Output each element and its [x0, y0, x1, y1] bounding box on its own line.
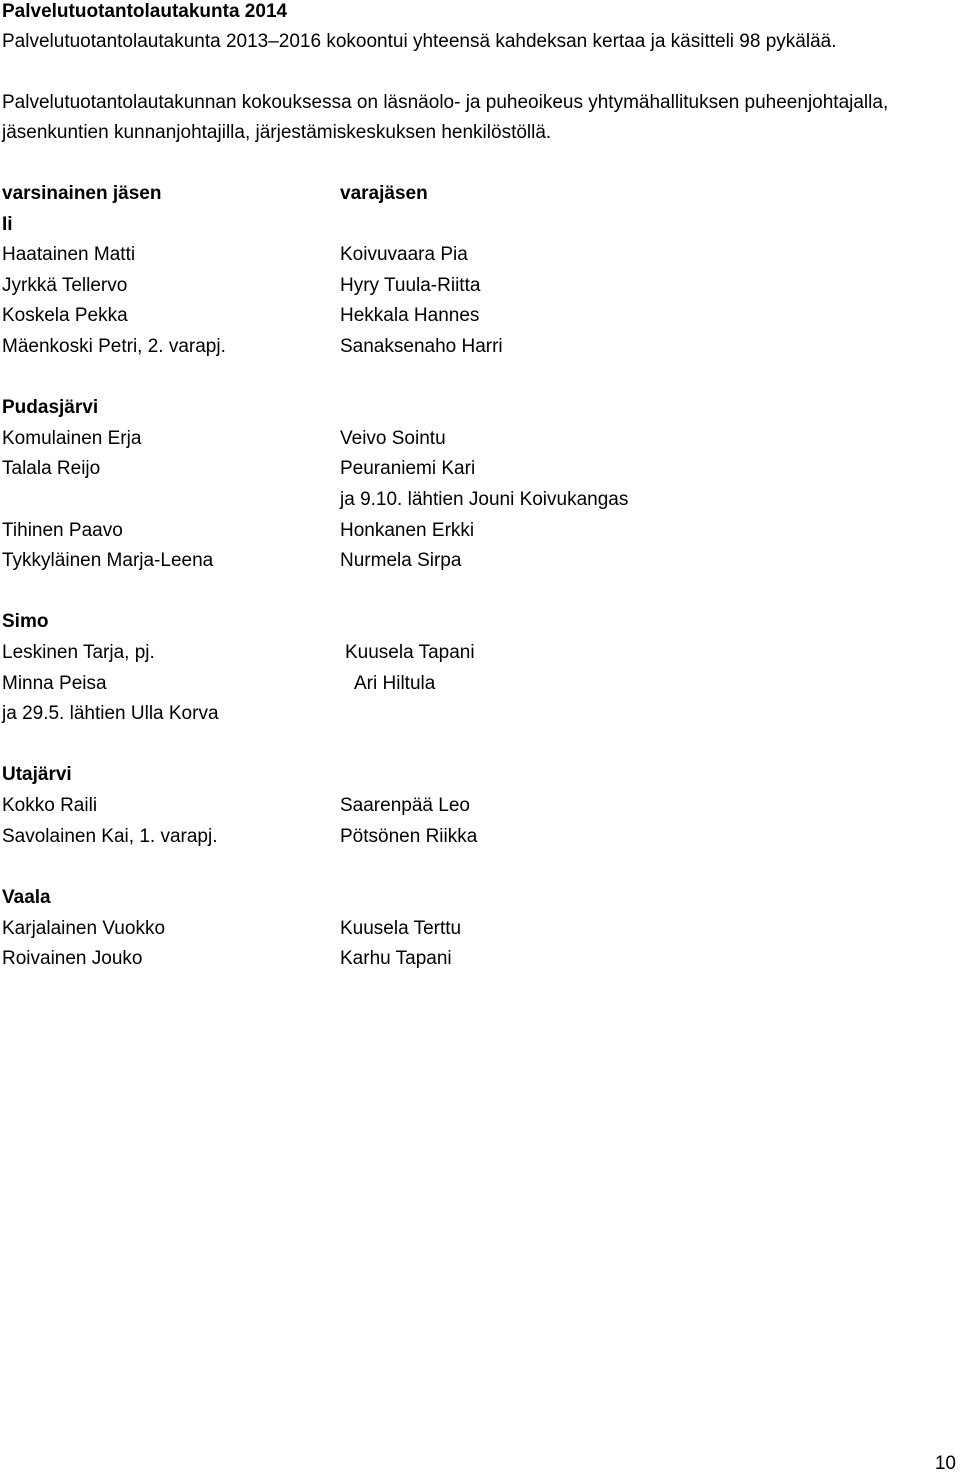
member-name: Tykkyläinen Marja-Leena	[2, 550, 214, 571]
deputy-name: Pötsönen Riikka	[340, 826, 478, 847]
deputy-name: Koivuvaara Pia	[340, 244, 468, 265]
member-name: Leskinen Tarja, pj.	[2, 642, 155, 663]
deputy-name: Hyry Tuula-Riitta	[340, 275, 481, 296]
member-name: Savolainen Kai, 1. varapj.	[2, 826, 218, 847]
deputy-name: Honkanen Erkki	[340, 520, 475, 541]
column-header-left: varsinainen jäsen	[2, 183, 162, 204]
member-name: ja 29.5. lähtien Ulla Korva	[2, 703, 219, 724]
intro-line-3: jäsenkuntien kunnanjohtajilla, järjestämiskeskuksen henkilöstöllä.	[2, 122, 552, 143]
intro-line-1: Palvelutuotantolautakunta 2013–2016 kokoontui yhteensä kahdeksan kertaa ja käsitteli 98 pykälää.	[2, 31, 837, 52]
member-name: Mäenkoski Petri, 2. varapj.	[2, 336, 226, 357]
deputy-name: Peuraniemi Kari	[340, 458, 476, 479]
intro-line-2: Palvelutuotantolautakunnan kokouksessa on läsnäolo- ja puheoikeus yhtymähallituksen puheenjohtajalla,	[2, 92, 889, 113]
member-name: Roivainen Jouko	[2, 948, 143, 969]
deputy-name: Kuusela Tapani	[345, 642, 475, 663]
page-number: 10	[934, 1453, 956, 1474]
member-name: Koskela Pekka	[2, 305, 128, 326]
member-name: Tihinen Paavo	[2, 520, 123, 541]
page-heading: Palvelutuotantolautakunta 2014	[2, 1, 288, 22]
deputy-name: Ari Hiltula	[354, 673, 436, 694]
deputy-name: Karhu Tapani	[340, 948, 452, 969]
section-title-ii: Ii	[2, 214, 13, 235]
deputy-name: Nurmela Sirpa	[340, 550, 462, 571]
member-name: Kokko Raili	[2, 795, 98, 816]
section-title-vaala: Vaala	[2, 887, 51, 908]
section-title-utajarvi: Utajärvi	[2, 764, 72, 785]
deputy-name: Sanaksenaho Harri	[340, 336, 503, 357]
deputy-name: Veivo Sointu	[340, 428, 446, 449]
member-name: Haatainen Matti	[2, 244, 136, 265]
member-name: Komulainen Erja	[2, 428, 142, 449]
deputy-name: Hekkala Hannes	[340, 305, 480, 326]
deputy-name: Kuusela Terttu	[340, 918, 462, 939]
section-title-pudasjarvi: Pudasjärvi	[2, 397, 99, 418]
section-title-simo: Simo	[2, 611, 49, 632]
member-name: Karjalainen Vuokko	[2, 918, 166, 939]
deputy-name: Saarenpää Leo	[340, 795, 470, 816]
member-name: Minna Peisa	[2, 673, 107, 694]
deputy-name: ja 9.10. lähtien Jouni Koivukangas	[340, 489, 629, 510]
member-name: Jyrkkä Tellervo	[2, 275, 128, 296]
member-name: Talala Reijo	[2, 458, 101, 479]
column-header-right: varajäsen	[340, 183, 428, 204]
